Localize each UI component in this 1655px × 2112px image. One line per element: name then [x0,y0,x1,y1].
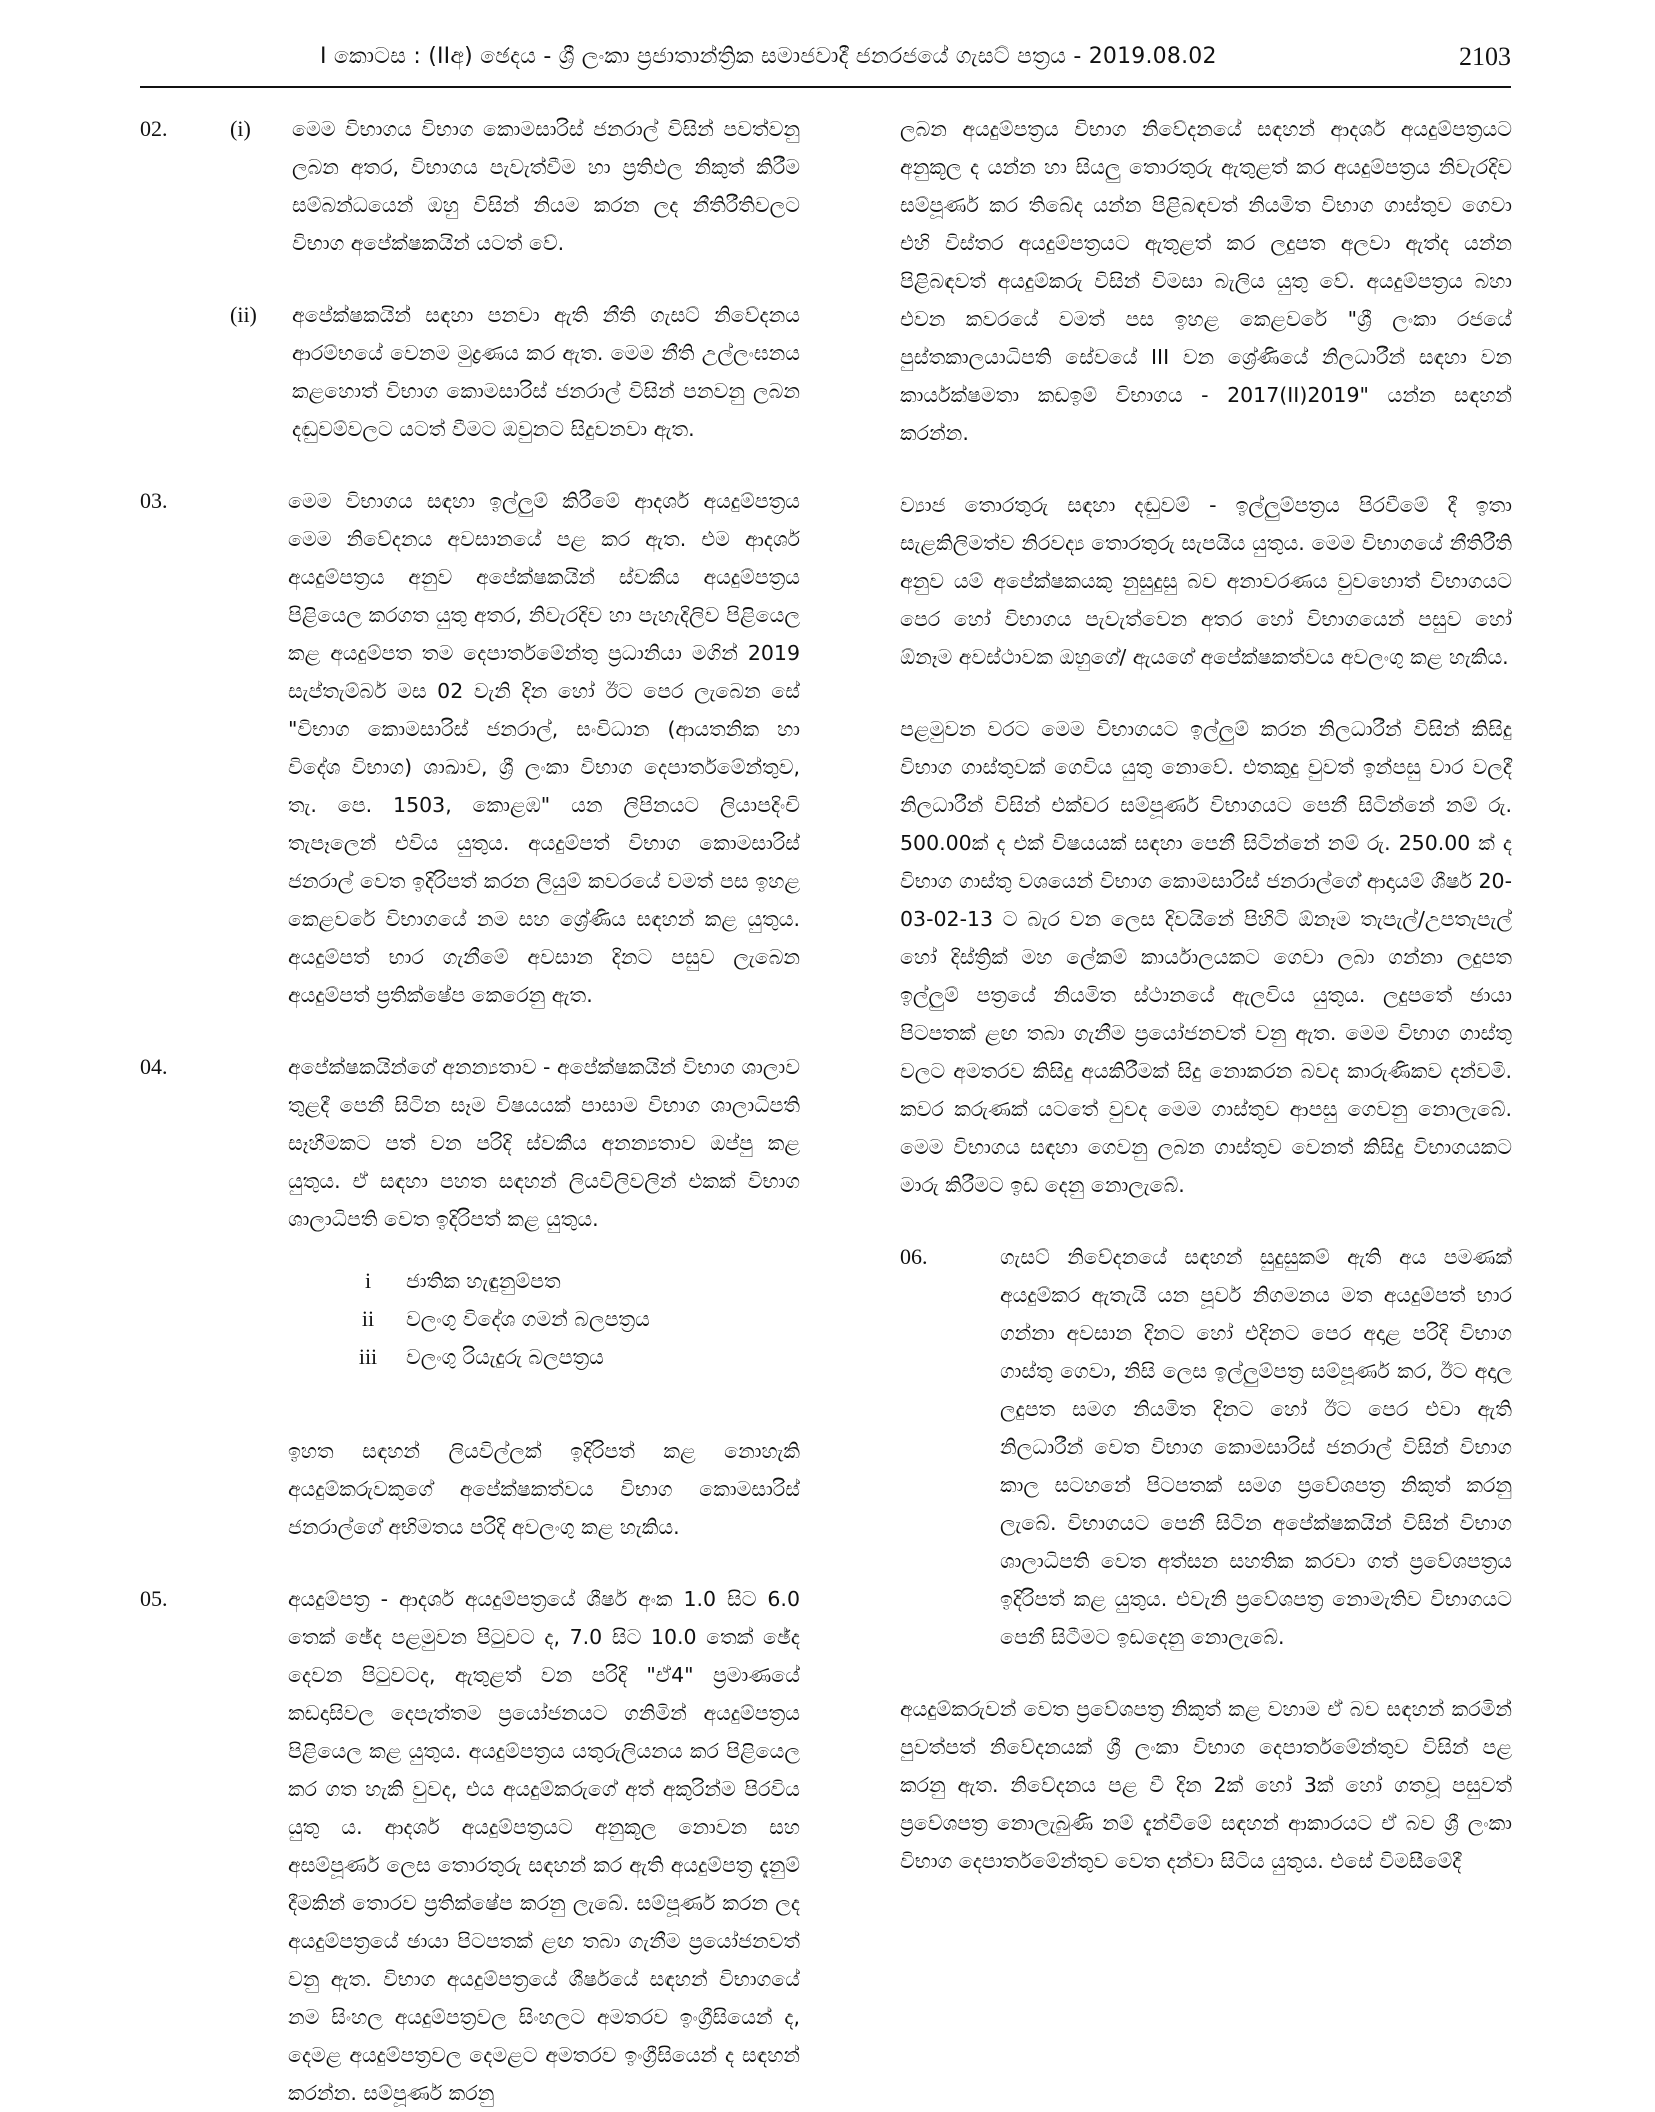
section-04 [140,1048,800,1238]
section-06-text: ගැසට් නිවේදනයේ සඳහන් සුදුසුකම් ඇති අය පමණක් අයදුම්කර ඇතැයි යන පූර්ව නිගමනය මත අයදුම්පත් භාර ගන්නා අවසාන දිනට හෝ එදිනට පෙර අදාළ පරිදි විභාග ගාස්තු ගෙවා, නිසි ලෙස ඉල්ලුම්පත්‍ර සම්පූර්ණ කර, ඊට අදාල ලදුපත සමග නියමිත දිනට හෝ ඊට පෙර එවා ඇති නිලධාරීන් වෙත විභාග කොමසාරිස් ජනරාල් විසින් විභාග කාල සටහනේ පිටපතක් සමග ප්‍රවේශපත්‍ර නිකුත් කරනු ලැබේ. විභාගයට පෙනී සිටින අපේක්ෂකයින් විසින් විභාග ශාලාධිපති වෙත අත්සන සහතික කරවා ගත් ප්‍රවේශපත්‍රය ඉදිරිපත් කළ යුතුය. එවැනි ප්‍රවේශපත්‍ර නොමැතිව විභාගයට පෙනී සිටීමට ඉඩදෙනු නොලැබේ. [1000,1245,1512,1649]
section-02-ii-text: අපේක්ෂකයින් සඳහා පනවා ඇති නීති ගැසට් නිවේදනය ආරම්භයේ වෙනම මුද්‍රණය කර ඇත. මෙම නීති උල්ලංඝනය කළහොත් විභාග කොමසාරිස් ජනරාල් විසින් පනවනු ලබන දඬුවම්වලට යටත් වීමට ඔවුනට සිදුවනවා ඇත. [292,303,800,441]
left-column [140,110,800,2112]
section-05-text: අයදුම්පත්‍ර - ආදර්ශ අයදුම්පත්‍රයේ ශීර්ෂ අංක 1.0 සිට 6.0 තෙක් ඡේද පළමුවන පිටුවට ද, 7.0 සිට 10.0 තෙක් ඡේද දෙවන පිටුවටද, ඇතුළත් වන පරිදි "ඒ4" ප්‍රමාණයේ කඩදාසිවල දෙපැත්තම ප්‍රයෝජනයට ගනිමින් අයදුම්පත්‍රය පිළියෙල කළ යුතුය. අයදුම්පත්‍රය යතුරුලියනය කර පිළියෙල කර ගත හැකි වුවද, එය අයදුම්කරුගේ අත් අකුරින්ම පිරවිය යුතු ය. ආදර්ශ අයදුම්පත්‍රයට අනුකූල නොවන සහ අසම්පූර්ණ ලෙස තොරතුරු සඳහන් කර ඇති අයදුම්පත්‍ර දැනුම් දීමකින් තොරව ප්‍රතික්ෂේප කරනු ලැබේ. සම්පූර්ණ කරන ලද අයදුම්පත්‍රයේ ඡායා පිටපතක් ළඟ තබා ගැනීම ප්‍රයෝජනවත් වනු ඇත. විභාග අයදුම්පත්‍රයේ ශීර්ෂයේ සඳහන් විභාගයේ නම සිංහල අයදුම්පත්‍රවල සිංහලට අමතරව ඉංග්‍රීසියෙන් ද, දෙමළ අයදුම්පත්‍රවල දෙමළට අමතරව ඉංග්‍රීසියෙන් ද සඳහන් කරන්න. සම්පූර්ණ කරනු [288,1587,800,2105]
section-number: 06. [900,1244,928,1269]
section-04-after-text: ඉහත සඳහන් ලියවිල්ලක් ඉදිරිපත් කළ නොහැකි අයදුම්කරුවකුගේ අපේක්ෂකත්වය විභාග කොමසාරිස් ජනරාල්ගේ අභිමතය පරිදි අවලංගු කළ හැකිය. [288,1439,800,1539]
list-item-text: වලංගු විදේශ ගමන් බලපත්‍රය [406,1307,650,1331]
section-02 [140,110,800,262]
paragraph-false-information-penalty: ව්‍යාජ තොරතුරු සඳහා දඬුවම් - ඉල්ලුම්පත්‍රය පිරවීමේ දී ඉතා සැළකිලිමත්ව නිරවද්‍ය තොරතුරු සැපයිය යුතුය. මෙම විභාගයේ නීතිරීති අනුව යම් අපේක්ෂකයකු නුසුදුසු බව අනාවරණය වුවහොත් විභාගයට පෙර හෝ විභාගය පැවැත්වෙන අතර හෝ විභාගයෙන් පසුව හෝ ඕනෑම අවස්ථාවක ඔහුගේ/ ඇයගේ අපේක්ෂකත්වය අවලංගු කළ හැකිය. [900,493,1512,669]
identity-documents-list [288,1262,800,1376]
page-number: 2103 [1459,42,1511,71]
list-item-text: ජාතික හැඳුනුම්පත [406,1269,561,1293]
paragraph-exam-fees: පළමුවන වරට මෙම විභාගයට ඉල්ලුම් කරන නිලධාරීන් විසින් කිසිදු විභාග ගාස්තුවක් ගෙවිය යුතු නොවේ. එතකුදු වුවත් ඉන්පසු වාර වලදී නිලධාරීන් විසින් එක්වර සම්පූර්ණ විභාගයට පෙනී සිටින්නේ නම් රු. 500.00ක් ද එක් විෂයයක් සඳහා පෙනී සිටින්නේ නම් රු. 250.00 ක් ද විභාග ගාස්තු වශයෙන් විභාග කොමසාරිස් ජනරාල්ගේ ආදායම් ශීර්ෂ 20-03-02-13 ට බැර වන ලෙස දිවයිනේ පිහිටි ඕනෑම තැපැල්/උපතැපැල් හෝ දිස්ත්‍රික් මහ ලේකම් කාර්යාලයකට ගෙවා ලබා ගන්නා ලදුපත ඉල්ලුම් පත්‍රයේ නියමිත ස්ථානයේ ඇලවිය යුතුය. ලදුපතේ ඡායා පිටපතක් ළඟ තබා ගැනීම ප්‍රයෝජනවත් වනු ඇත. මෙම විභාග ගාස්තු වලට අමතරව කිසිදු අයකිරීමක් සිදු නොකරන බවද කාරුණිකව දන්වමි. කවර කරුණක් යටතේ වුවද මෙම ගාස්තුව ආපසු ගෙවනු නොලැබේ. මෙම විභාගය සඳහා ගෙවනු ලබන ගාස්තුව වෙනත් කිසිදු විභාගයකට මාරු කිරීමට ඉඩ දෙනු නොලැබේ. [900,717,1512,1197]
list-item [348,1262,800,1300]
paragraph-application-check: ලබන අයදුම්පත්‍රය විභාග නිවේදනයේ සඳහන් ආදර්ශ අයදුම්පත්‍රයට අනුකූල ද යන්න හා සියලු තොරතුරු ඇතුළත් කර අයදුම්පත්‍රය නිවැරදිව සම්පූර්ණ කර තිබේද යන්න පිළිබඳවත් නියමිත විභාග ගාස්තුව ගෙවා එහි විස්තර අයදුම්පත්‍රයට ඇතුළත් කර ලදුපත අලවා ඇත්ද යන්න පිළිබඳවත් අයදුම්කරු විසින් විමසා බැලිය යුතු වේ. අයදුම්පත්‍රය බහා එවන කවරයේ වමත් පස ඉහළ කෙළවරේ "ශ්‍රී ලංකා රජයේ පුස්තකාලයාධිපති සේවයේ III වන ශ්‍රේණියේ නිලධාරීන් සඳහා වන කාර්යක්ෂමතා කඩඉම් විභාගය - 2017(II)2019" යන්න සඳහන් කරන්න. [900,117,1512,445]
subsection-label: (i) [230,116,251,141]
section-number: 02. [140,116,168,141]
list-item-number: iii [358,1344,378,1369]
section-06 [900,1238,1512,1656]
section-number: 05. [140,1586,168,1611]
section-05 [140,1580,800,2112]
list-item-text: වලංගු රියැදුරු බලපත්‍රය [406,1345,604,1369]
section-03-text: මෙම විභාගය සඳහා ඉල්ලුම් කිරීමේ ආදර්ශ අයදුම්පත්‍රය මෙම නිවේදනය අවසානයේ පළ කර ඇත. එම ආදර්ශ අයදුම්පත්‍රය අනුව අපේක්ෂකයින් ස්වකීය අයදුම්පත්‍රය පිළියෙල කරගත යුතු අතර, නිවැරදිව හා පැහැදිලිව පිළියෙල කළ අයදුම්පත තම දෙපාර්තමේන්තු ප්‍රධානියා මගින් 2019 සැප්තැම්බර් මස 02 වැනි දින හෝ ඊට පෙර ලැබෙන සේ "විභාග කොමසාරිස් ජනරාල්, සංවිධාන (ආයතනික හා විදේශ විභාග) ශාඛාව, ශ්‍රී ලංකා විභාග දෙපාර්තමේන්තුව, තැ. පෙ. 1503, කොළඹ" යන ලිපිනයට ලියාපදිංචි තැපෑලෙන් එවිය යුතුය. අයදුම්පත් විභාග කොමසාරිස් ජනරාල් වෙත ඉදිරිපත් කරන ලියුම් කවරයේ වමත් පස ඉහළ කෙළවරේ විභාගයේ නම සහ ශ්‍රේණිය සඳහන් කළ යුතුය. අයදුම්පත් භාර ගැනීමේ අවසාන දිනට පසුව ලැබෙන අයදුම්පත් ප්‍රතික්ෂේප කෙරෙනු ඇත. [288,489,800,1007]
page-header [140,38,1511,88]
section-02-i-text: මෙම විභාගය විභාග කොමසාරිස් ජනරාල් විසින් පවත්වනු ලබන අතර, විභාගය පැවැත්වීම හා ප්‍රතිඵල නිකුත් කිරීම සම්බන්ධයෙන් ඔහු විසින් නියම කරන ලද නීතිරීතිවලට විභාග අපේක්ෂකයින් යටත් වේ. [292,117,800,255]
gazette-header-title: I කොටස : (IIඅ) ඡෙදය - ශ්‍රී ලංකා ප්‍රජාතාන්ත්‍රික සමාජවාදී ජනරජයේ ගැසට් පත්‍රය - 2019.08.02 [320,44,1217,69]
right-column [900,110,1512,1880]
section-number: 03. [140,488,168,513]
list-item [348,1338,800,1376]
list-item [348,1300,800,1338]
list-item-number: i [364,1268,372,1293]
paragraph-admission-notice: අයදුම්කරුවන් වෙත ප්‍රවේශපත්‍ර නිකුත් කළ වහාම ඒ බව සඳහන් කරමින් පුවත්පත් නිවේදනයක් ශ්‍රී ලංකා විභාග දෙපාර්තමේන්තුව විසින් පළ කරනු ඇත. නිවේදනය පළ වී දින 2ක් හෝ 3ක් හෝ ගතවූ පසුවත් ප්‍රවේශපත්‍ර නොලැබුණි නම් දැන්වීමේ සඳහන් ආකාරයට ඒ බව ශ්‍රී ලංකා විභාග දෙපාර්තමේන්තුව වෙත දන්වා සිටිය යුතුය. එසේ විමසීමේදී [900,1697,1512,1873]
section-03 [140,482,800,1014]
list-item-number: ii [361,1306,375,1331]
section-04-text: අපේක්ෂකයින්ගේ අනන්‍යතාව - අපේක්ෂකයින් විභාග ශාලාව තුළදී පෙනී සිටින සෑම විෂයයක් පාසාම විභාග ශාලාධිපති සෑහීමකට පත් වන පරිදි ස්වකීය අනන්‍යතාව ඔප්පු කළ යුතුය. ඒ සඳහා පහත සඳහන් ලියවිලිවලින් එකක් විභාග ශාලාධිපති වෙත ඉදිරිපත් කළ යුතුය. [288,1055,800,1231]
section-number: 04. [140,1054,168,1079]
subsection-label: (ii) [230,302,257,327]
section-02-ii [140,296,800,448]
